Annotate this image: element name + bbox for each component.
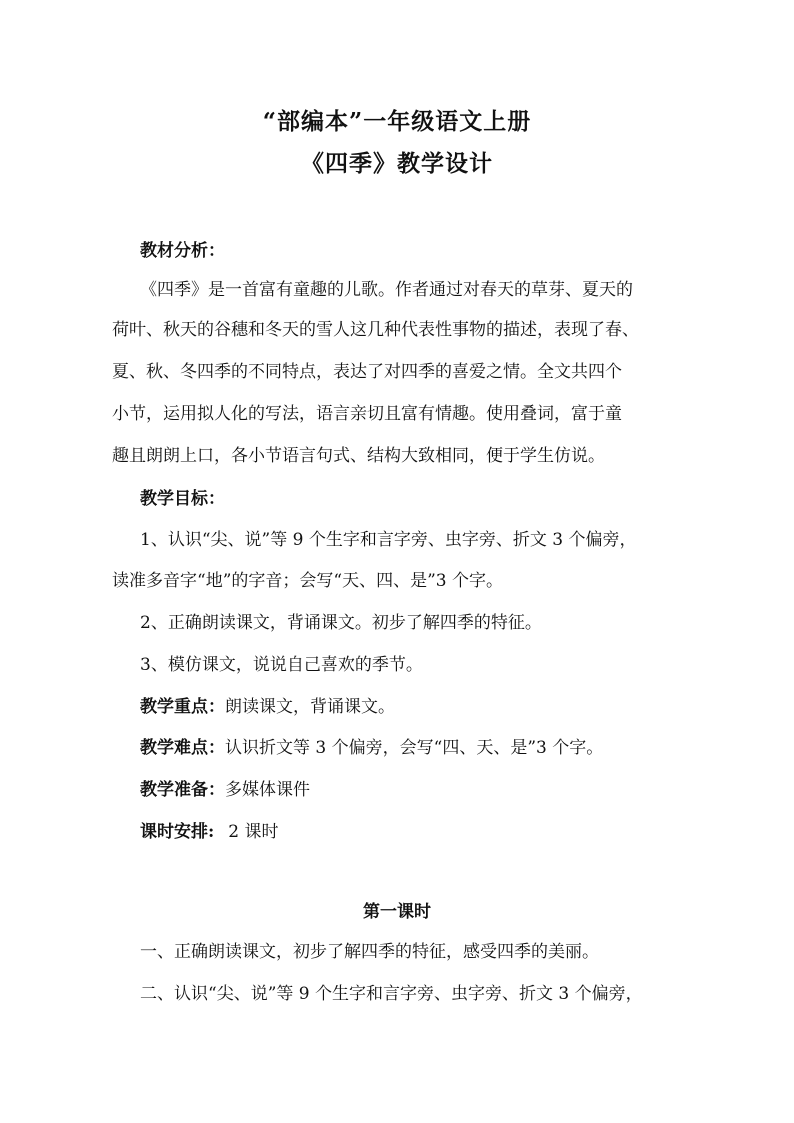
teaching-goal-line: 2、正确朗读课文，背诵课文。初步了解四季的特征。 — [140, 613, 542, 633]
preparation-text: 多媒体课件 — [225, 780, 310, 800]
key-point-row — [140, 692, 395, 717]
teaching-goal-line: 3、模仿课文，说说自己喜欢的季节。 — [140, 655, 423, 675]
first-lesson-line: 一、正确朗读课文，初步了解四季的特征，感受四季的美丽。 — [140, 942, 599, 962]
material-analysis-line: 《四季》是一首富有童趣的儿歌。作者通过对春天的草芽、夏天的 — [140, 280, 633, 300]
difficulty-row — [140, 733, 603, 758]
material-analysis-line: 夏、秋、冬四季的不同特点，表达了对四季的喜爱之情。全文共四个 — [112, 362, 622, 382]
material-analysis-line: 荷叶、秋天的谷穗和冬天的雪人这几种代表性事物的描述，表现了春、 — [112, 320, 639, 340]
difficulty-text: 认识折文等 3 个偏旁，会写“四、天、是”3 个字。 — [225, 738, 604, 758]
document-title-line2: 《四季》教学设计 — [301, 150, 493, 177]
teaching-goal-line: 读准多音字“地”的字音；会写“天、四、是”3 个字。 — [112, 571, 503, 591]
teaching-goal-line: 1、认识“尖、说”等 9 个生字和言字旁、虫字旁、折文 3 个偏旁， — [140, 530, 637, 550]
material-analysis-line: 趣且朗朗上口，各小节语言句式、结构大致相同，便于学生仿说。 — [112, 446, 605, 466]
difficulty-label: 教学难点： — [140, 738, 225, 758]
schedule-text: 2 课时 — [228, 822, 279, 842]
first-lesson-line: 二、认识“尖、说”等 9 个生字和言字旁、虫字旁、折文 3 个偏旁， — [140, 984, 643, 1004]
material-analysis-heading: 教材分析： — [140, 241, 225, 261]
key-point-label: 教学重点： — [140, 697, 225, 717]
first-lesson-heading: 第一课时 — [363, 902, 431, 922]
schedule-row — [140, 817, 279, 842]
document-title-line1: “部编本”一年级语文上册 — [262, 108, 532, 135]
preparation-label: 教学准备： — [140, 780, 225, 800]
schedule-label: 课时安排: — [140, 822, 215, 842]
preparation-row — [140, 775, 310, 800]
teaching-goals-heading: 教学目标： — [140, 489, 225, 509]
material-analysis-line: 小节，运用拟人化的写法，语言亲切且富有情趣。使用叠词，富于童 — [112, 404, 622, 424]
key-point-text: 朗读课文，背诵课文。 — [225, 697, 395, 717]
